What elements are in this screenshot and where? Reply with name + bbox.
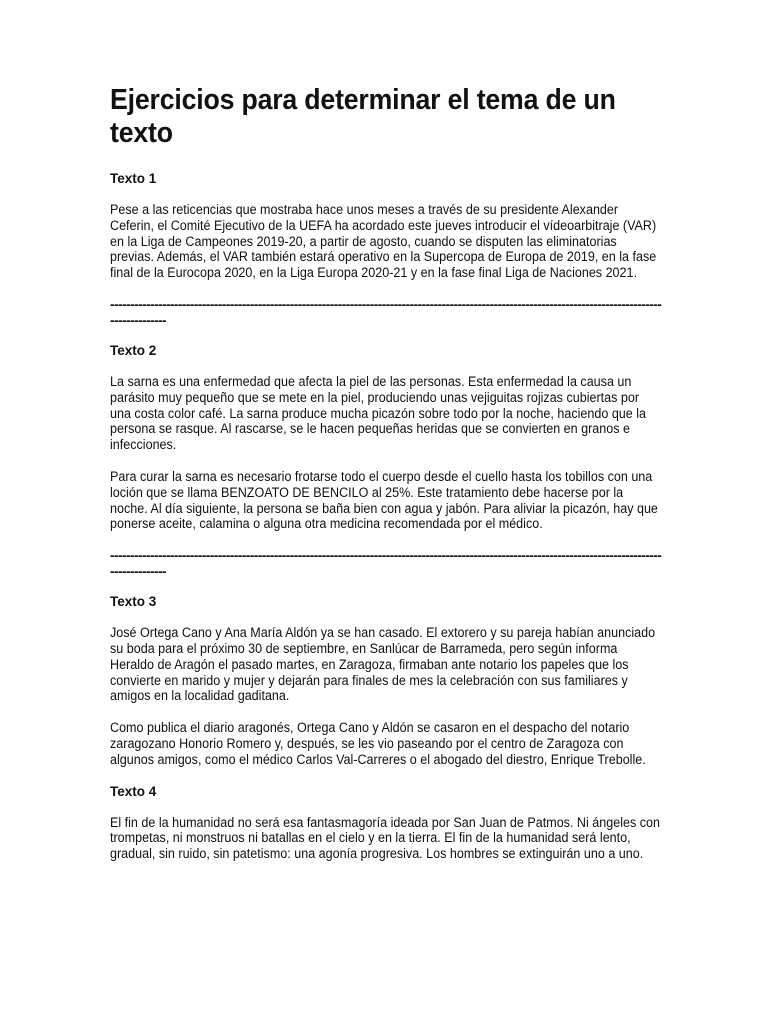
texto-3-paragraph-1: José Ortega Cano y Ana María Aldón ya se han casado. El extorero y su pareja habían anunciado su boda para el próximo 30 de septiembre, en Sanlúcar de Barrameda, pero según informa Heraldo de Aragón el pasado martes, en Zaragoza, firmaban ante notario los papeles que los convierte en marido y mujer y dejarán para finales de mes la celebración con sus familiares y amigos en la localidad gaditana. <box>110 625 656 704</box>
separator-line: -------------------------------------------------------------------------------------------------------------------------------------------------------- <box>110 296 662 328</box>
texto-3-paragraph-2: Como publica el diario aragonés, Ortega Cano y Aldón se casaron en el despacho del notario zaragozano Honorio Romero y, después, se les vio paseando por el centro de Zaragoza con algunos amigos, como el médico Carlos Val-Carreres o el abogado del diestro, Enrique Trebolle. <box>110 720 646 767</box>
section-heading-texto-3: Texto 3 <box>110 594 157 610</box>
document-title: Ejercicios para determinar el tema de un texto <box>110 84 616 149</box>
section-heading-texto-2: Texto 2 <box>110 342 157 358</box>
texto-2-paragraph-1: La sarna es una enfermedad que afecta la piel de las personas. Esta enfermedad la causa un parásito muy pequeño que se mete en la piel, produciendo unas vejiguitas rojizas cubiertas por una costa color café. La sarna produce mucha picazón sobre todo por la noche, haciendo que la persona se rasque. Al rascarse, se le hacen pequeñas heridas que se convierten en granos e infecciones. <box>110 373 647 453</box>
texto-1-paragraph-1: Pese a las reticencias que mostraba hace unos meses a través de su presidente Alexander Ceferin, el Comité Ejecutivo de la UEFA ha acordado este jueves introducir el vídeoarbitraje (VAR) en la Liga de Campeones 2019-20, a partir de agosto, cuando se disputen las eliminatorias previas. Además, el VAR también estará operativo en la Supercopa de Europa de 2019, en la fase final de la Eurocopa 2020, en la Liga Europa 2020-21 y en la fase final Liga de Naciones 2021. <box>110 202 657 281</box>
section-heading-texto-4: Texto 4 <box>110 783 157 799</box>
document-page <box>110 84 662 862</box>
texto-2-paragraph-2: Para curar la sarna es necesario frotarse todo el cuerpo desde el cuello hasta los tobillos con una loción que se llama BENZOATO DE BENCILO al 25%. Este tratamiento debe hacerse por la noche. Al día siguiente, la persona se baña bien con agua y jabón. Para aliviar la picazón, hay que ponerse aceite, calamina o alguna otra medicina recomendada por el médico. <box>110 468 658 532</box>
section-heading-texto-1: Texto 1 <box>110 171 157 186</box>
separator-line: -------------------------------------------------------------------------------------------------------------------------------------------------------- <box>110 548 662 580</box>
texto-4-paragraph-1: El fin de la humanidad no será esa fantasmagoría ideada por San Juan de Patmos. Ni ángeles con trompetas, ni monstruos ni batallas en el cielo y en la tierra. El fin de la humanidad será lento, gradual, sin ruido, sin patetismo: una agonía progresiva. Los hombres se extinguirán uno a uno. <box>110 814 660 862</box>
